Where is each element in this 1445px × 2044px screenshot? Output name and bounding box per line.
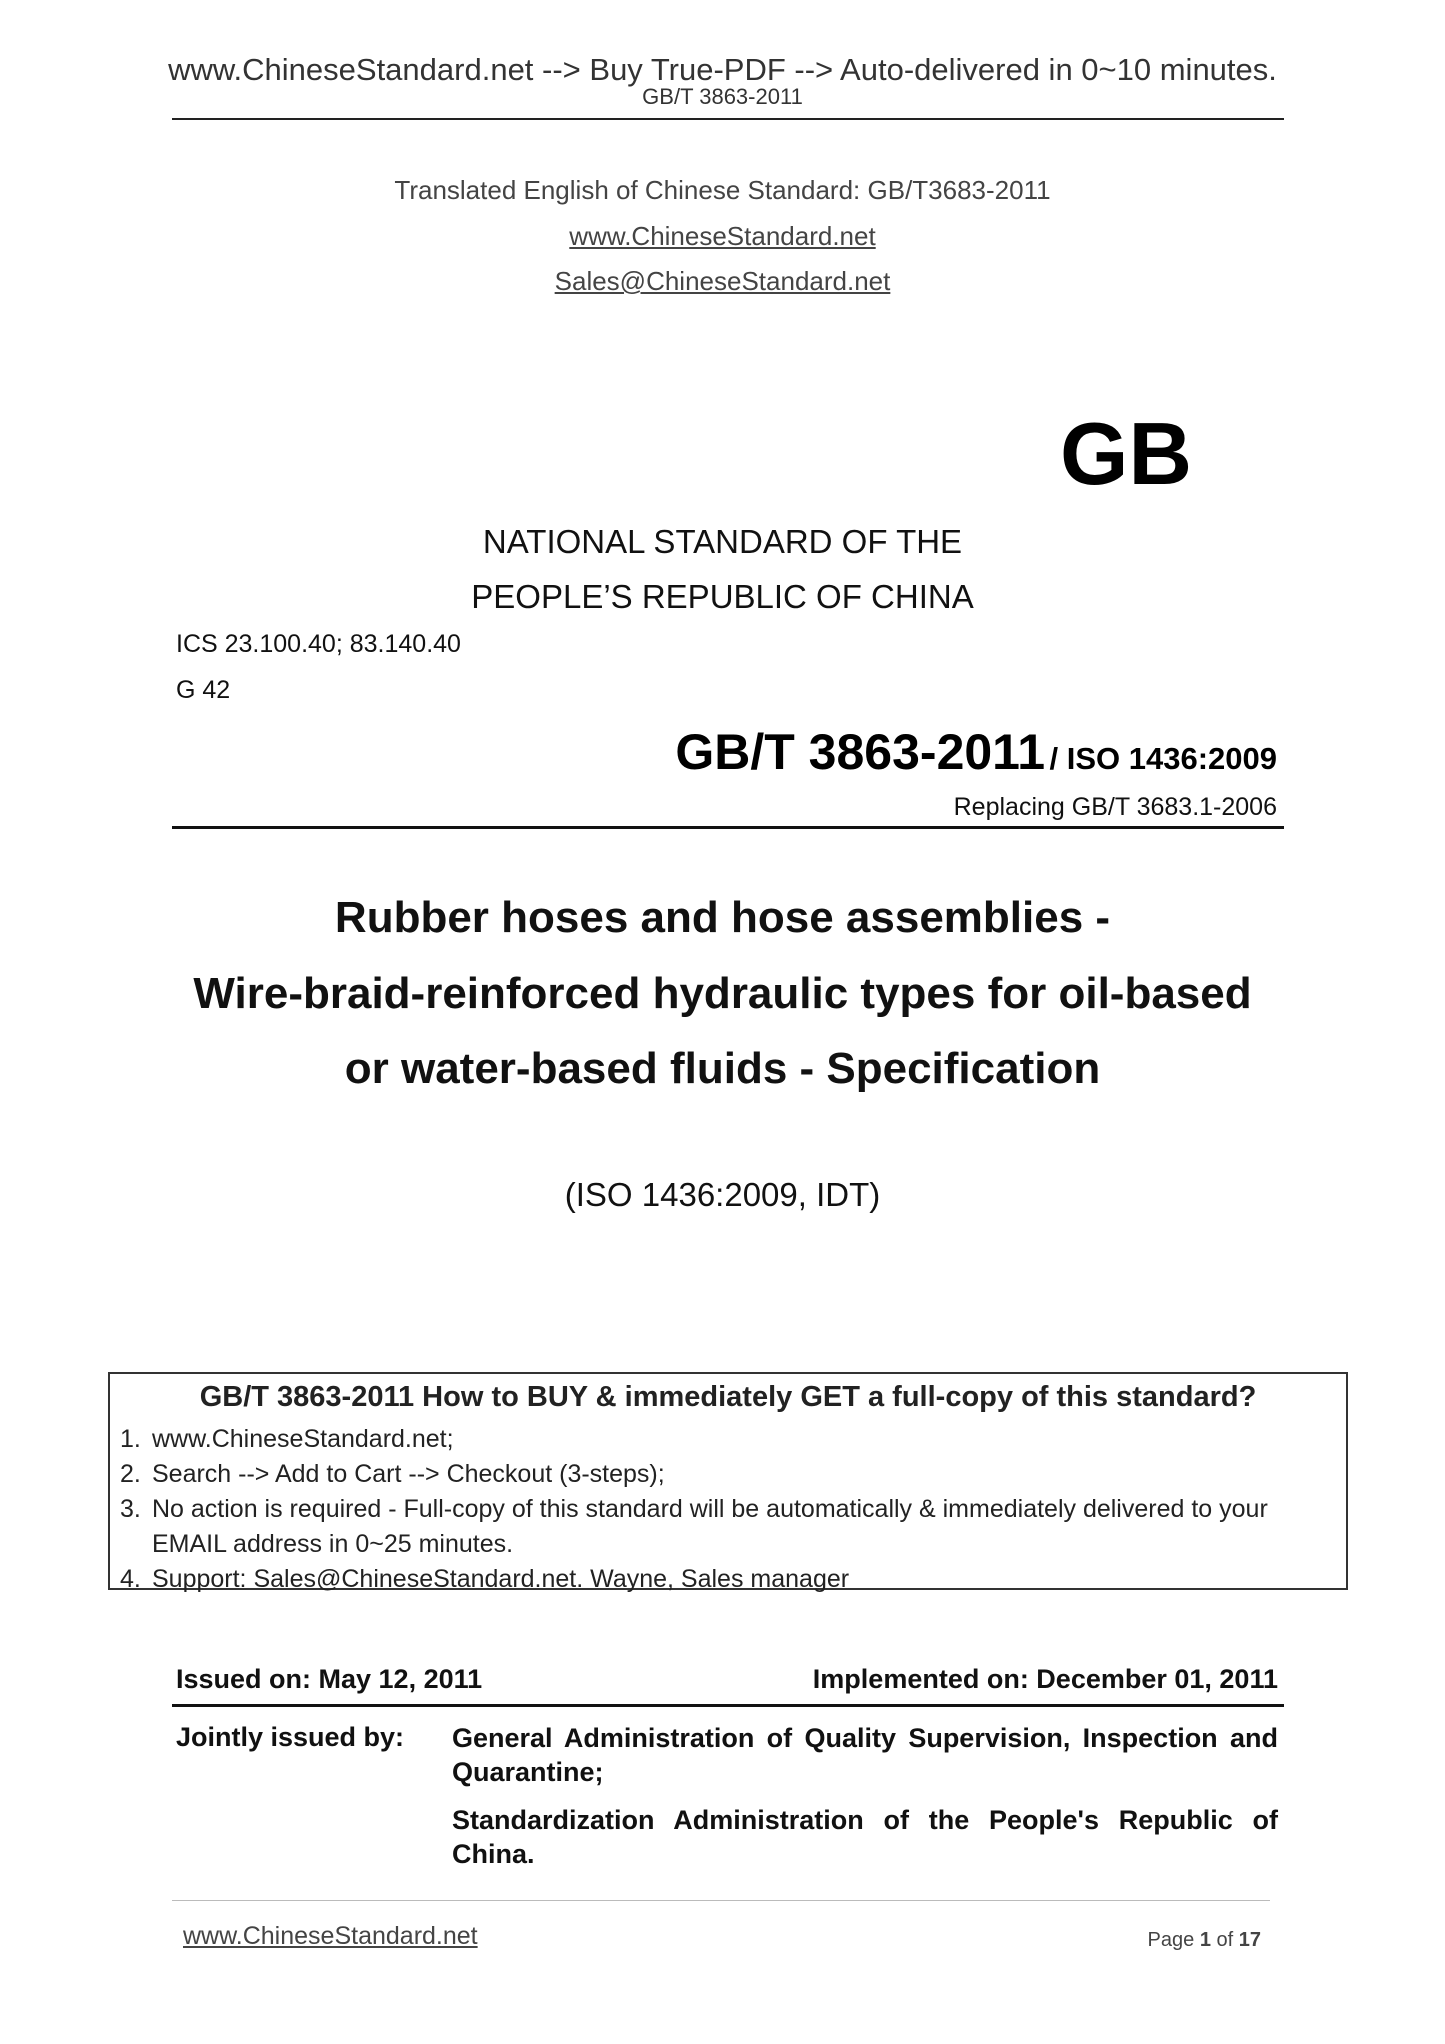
- email-link-row: [0, 268, 1445, 294]
- buy-step-text: www.ChineseStandard.net;: [152, 1425, 454, 1453]
- ccs-code: G 42: [176, 676, 231, 704]
- footer-rule: [172, 1900, 1270, 1901]
- page-current: 1: [1199, 1929, 1211, 1951]
- issued-on: Issued on: May 12, 2011: [176, 1664, 483, 1694]
- iso-equivalent: / ISO 1436:2009: [1049, 741, 1277, 776]
- footer-site-link[interactable]: www.ChineseStandard.net: [183, 1922, 478, 1950]
- dates-row: [176, 1666, 1278, 1693]
- national-standard-line2: PEOPLE’S REPUBLIC OF CHINA: [471, 578, 974, 615]
- jointly-issued-label: Jointly issued by:: [176, 1722, 405, 1752]
- buy-step-number: 2.: [120, 1460, 141, 1488]
- standard-rule: [172, 826, 1284, 829]
- email-link[interactable]: Sales@ChineseStandard.net: [554, 266, 891, 296]
- buy-step: [120, 1562, 1346, 1597]
- national-standard-line1: NATIONAL STANDARD OF THE: [482, 523, 963, 560]
- site-link-row: [0, 223, 1445, 249]
- translated-line: Translated English of Chinese Standard: GB/T3683-2011: [394, 175, 1051, 205]
- buy-steps-list: [120, 1422, 1346, 1597]
- site-link[interactable]: www.ChineseStandard.net: [569, 221, 876, 251]
- buy-step-number: 4.: [120, 1565, 141, 1593]
- page-label: Page: [1147, 1929, 1195, 1951]
- buy-step-text: Support: Sales@ChineseStandard.net. Wayne, Sales manager: [152, 1565, 850, 1593]
- dates-rule: [172, 1704, 1284, 1707]
- top-banner: www.ChineseStandard.net --> Buy True-PDF --> Auto-delivered in 0~10 minutes.: [168, 52, 1277, 87]
- buy-step-text: No action is required - Full-copy of this standard will be automatically & immediately delivered to your EMAIL address in 0~25 minutes.: [152, 1495, 1268, 1558]
- buy-step: [120, 1457, 1346, 1492]
- standard-number-row: [675, 724, 1277, 780]
- title-line-2: Wire-braid-reinforced hydraulic types for oil-based: [193, 969, 1252, 1018]
- buy-step-text: Search --> Add to Cart --> Checkout (3-steps);: [152, 1460, 665, 1488]
- page-of: of: [1216, 1929, 1234, 1951]
- standard-number: GB/T 3863-2011: [675, 724, 1046, 780]
- title-line-3: or water-based fluids - Specification: [344, 1044, 1101, 1093]
- idt-note: (ISO 1436:2009, IDT): [564, 1176, 881, 1213]
- page-total: 17: [1238, 1929, 1261, 1951]
- title-line-1: Rubber hoses and hose assemblies -: [334, 893, 1111, 942]
- buy-box-title: GB/T 3863-2011 How to BUY & immediately GET a full-copy of this standard?: [199, 1381, 1257, 1413]
- header-rule: [172, 118, 1284, 120]
- ics-code: ICS 23.100.40; 83.140.40: [176, 630, 461, 658]
- buy-step-number: 1.: [120, 1425, 141, 1453]
- buy-instructions-box: [108, 1372, 1348, 1593]
- buy-step: [120, 1492, 1346, 1562]
- running-head: GB/T 3863-2011: [642, 84, 803, 109]
- issuer-1: General Administration of Quality Supervision, Inspection and Quarantine;: [452, 1723, 1278, 1787]
- implemented-on: Implemented on: December 01, 2011: [812, 1664, 1278, 1694]
- issuer-2: Standardization Administration of the People's Republic of China.: [452, 1805, 1278, 1869]
- replacing-note: Replacing GB/T 3683.1-2006: [953, 793, 1277, 821]
- buy-step-number: 3.: [120, 1495, 141, 1523]
- buy-step: [120, 1422, 1346, 1457]
- page-number: [1148, 1930, 1261, 1950]
- gb-mark: GB: [1060, 404, 1192, 503]
